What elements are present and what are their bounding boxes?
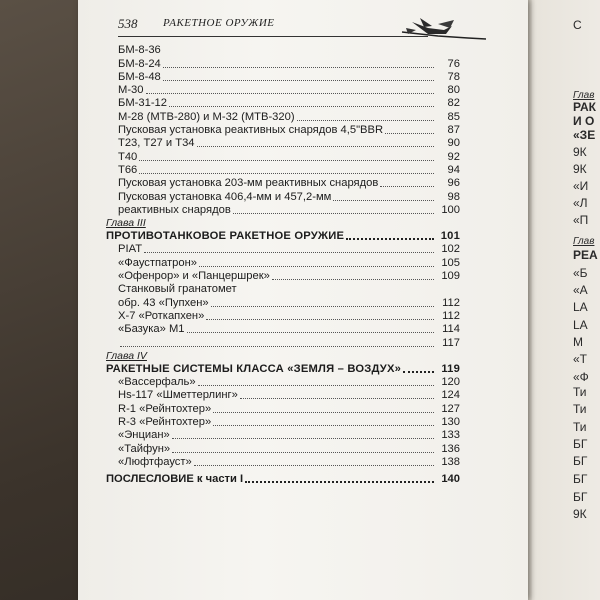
toc-entry-title: Т66 (118, 163, 138, 176)
toc-entry-page: 76 (447, 57, 460, 70)
dot-leader (297, 120, 434, 121)
toc-entry (118, 323, 460, 336)
right-page-fragment: «Л (573, 196, 588, 210)
toc-entry-page: 98 (447, 190, 460, 203)
toc-entry (118, 71, 460, 84)
right-page-fragment: БГ (573, 437, 588, 451)
dot-leader (172, 452, 434, 453)
toc-entry-page: 140 (441, 473, 460, 486)
toc-entry (118, 429, 460, 442)
toc-entry (118, 164, 460, 177)
running-title: РАКЕТНОЕ ОРУЖИЕ (163, 17, 275, 29)
right-page-fragment: БГ (573, 490, 588, 504)
toc-entry-title: Пусковая установка 203-мм реактивных снарядов (118, 177, 379, 190)
right-page-fragment: «П (573, 213, 589, 227)
toc-entry (118, 376, 460, 389)
right-page-fragment: И О (573, 114, 595, 128)
right-page-fragment: M (573, 335, 583, 349)
dot-leader (172, 438, 434, 439)
toc-entry-page: 96 (447, 177, 460, 190)
right-page (525, 0, 600, 600)
toc-entry-title: ПОСЛЕСЛОВИЕ к части I (106, 473, 244, 486)
section-page: 119 (441, 362, 460, 375)
toc-entry (118, 243, 460, 256)
dot-leader (146, 93, 435, 94)
right-page-fragment: Глав (573, 90, 595, 101)
toc-entry-title: «Энциан» (118, 429, 170, 442)
dot-leader (380, 186, 434, 187)
dot-leader (385, 133, 434, 134)
toc-entry-title: «Фаустпатрон» (118, 256, 198, 269)
toc-entry-title: Станковый гранатомет (118, 283, 237, 296)
toc-entry (118, 296, 460, 309)
dot-leader (194, 465, 434, 466)
chapter-label-4: Глава IV (106, 349, 147, 362)
afterword-entry (106, 473, 460, 486)
toc-entry-page: 109 (441, 270, 460, 283)
toc-entry-page: 82 (447, 97, 460, 110)
toc-entry-title: Пусковая установка 406,4-мм и 457,2-мм (118, 190, 332, 203)
rocket-emblem-icon (398, 14, 488, 44)
right-page-fragment: «И (573, 179, 589, 193)
toc-entry-title: Х-7 «Роткапхен» (118, 309, 205, 322)
chapter-title-3 (106, 230, 460, 243)
toc-entry-page: 112 (442, 309, 460, 322)
toc-entry-title: «Базука» М1 (118, 323, 185, 336)
right-page-fragment: «Ф (573, 370, 589, 384)
dot-leader (272, 279, 434, 280)
toc-entry (118, 57, 460, 70)
dot-leader (245, 481, 434, 483)
toc-entry-title: Hs-117 «Шметтерлинг» (118, 389, 238, 402)
section-page: 101 (440, 230, 460, 243)
toc-entry-title: БМ-8-36 (118, 44, 161, 57)
right-page-fragment: Ти (573, 402, 587, 416)
toc-entry-title: «Офенрор» и «Панцершрек» (118, 270, 270, 283)
toc-entry (118, 389, 460, 402)
page-number: 538 (118, 16, 138, 31)
right-page-fragment: БГ (573, 454, 588, 468)
dot-leader (163, 80, 434, 81)
right-page-fragment: РЕА (573, 248, 598, 262)
toc-entry (118, 310, 460, 323)
toc-entry (118, 416, 460, 429)
dot-leader (139, 173, 434, 174)
right-page-fragment: БГ (573, 472, 588, 486)
toc-entry (118, 97, 460, 110)
toc-entry-page: 124 (441, 389, 460, 402)
toc-entry (118, 137, 460, 150)
toc-entry-page: 105 (441, 256, 460, 269)
toc-entry (118, 150, 460, 163)
toc-entry-title: Т23, Т27 и Т34 (118, 137, 195, 150)
dot-leader (206, 319, 434, 320)
toc-entry-page: 87 (447, 124, 460, 137)
toc-entry-title: «Люфтфауст» (118, 455, 192, 468)
toc-entry-title: «Тайфун» (118, 442, 171, 455)
toc-entry (118, 402, 460, 415)
dot-leader (403, 371, 434, 373)
toc-entry (118, 124, 460, 137)
toc-entry (118, 177, 460, 190)
right-page-fragment: «Т (573, 352, 588, 366)
right-page-fragment: «А (573, 283, 588, 297)
toc-entry (118, 204, 460, 217)
right-page-fragment: 9К (573, 162, 587, 176)
toc-entry-title: реактивных снарядов (118, 203, 231, 216)
dot-leader (213, 412, 434, 413)
dot-leader (198, 385, 434, 386)
toc-entry (118, 256, 460, 269)
right-page-fragment: Глав (573, 236, 595, 247)
section-title: РАКЕТНЫЕ СИСТЕМЫ КЛАССА «ЗЕМЛЯ – ВОЗДУХ» (106, 362, 402, 375)
dot-leader (233, 213, 434, 214)
toc-entry-title: PIAT (118, 243, 143, 256)
toc-entry (118, 84, 460, 97)
toc-entry-page: 117 (442, 336, 460, 349)
dot-leader (144, 252, 434, 253)
section-title: ПРОТИВОТАНКОВОЕ РАКЕТНОЕ ОРУЖИЕ (106, 230, 345, 243)
right-page-fragment: «Б (573, 266, 588, 280)
dot-leader (346, 238, 434, 240)
toc-entry-title: «Вассерфаль» (118, 376, 196, 389)
dot-leader (199, 266, 434, 267)
toc-entry-title: R-1 «Рейнтохтер» (118, 402, 212, 415)
dot-leader (139, 160, 434, 161)
toc-entry (118, 456, 460, 469)
dot-leader (169, 106, 434, 107)
toc-entry-page: 114 (442, 323, 460, 336)
toc-entry (118, 190, 460, 203)
toc-entry-page: 94 (447, 163, 460, 176)
toc-entry-title: Пусковая установка реактивных снарядов 4,5"BBR (118, 124, 384, 137)
toc-entry-page: 102 (441, 243, 460, 256)
toc-entry-page: 85 (447, 110, 460, 123)
toc-entry (118, 283, 460, 296)
toc-entry-page: 112 (442, 296, 460, 309)
right-page-fragment: 9К (573, 507, 587, 521)
toc-entry-title: R-3 «Рейнтохтер» (118, 416, 212, 429)
toc-entry-title: БМ-31-12 (118, 97, 167, 110)
toc-entry-title: БМ-8-24 (118, 57, 161, 70)
dot-leader (187, 332, 435, 333)
toc-entry-title: обр. 43 «Пупхен» (118, 296, 209, 309)
header-rule (118, 36, 428, 37)
toc-entry-title: БМ-8-48 (118, 70, 161, 83)
dot-leader (163, 67, 434, 68)
right-page-fragment: Ти (573, 420, 587, 434)
toc-entry-title: М-30 (118, 84, 144, 97)
toc-entry-page: 127 (441, 402, 460, 415)
toc-entry (118, 442, 460, 455)
toc-entry-page: 92 (447, 150, 460, 163)
right-page-fragment: Ти (573, 385, 587, 399)
table-of-contents (106, 44, 460, 486)
right-page-fragment: «ЗЕ (573, 128, 596, 142)
toc-entry (118, 270, 460, 283)
toc-entry-page: 100 (441, 203, 460, 216)
toc-entry (118, 110, 460, 123)
chapter-title-4 (106, 363, 460, 376)
right-page-fragment: LA (573, 300, 588, 314)
toc-entry-title: Т40 (118, 150, 138, 163)
toc-entry (118, 44, 460, 57)
toc-entry-page: 120 (441, 376, 460, 389)
toc-entry-page: 80 (447, 84, 460, 97)
dot-leader (211, 306, 434, 307)
dot-leader (240, 398, 434, 399)
toc-entry-page: 90 (447, 137, 460, 150)
toc-entry-title: М-28 (МТВ-280) и М-32 (МТВ-320) (118, 110, 295, 123)
toc-entry-page: 130 (441, 416, 460, 429)
toc-entry-page: 78 (447, 70, 460, 83)
right-page-fragment: РАК (573, 100, 596, 114)
dot-leader (213, 425, 434, 426)
right-page-fragment: С (573, 18, 582, 32)
chapter-label-3: Глава III (106, 216, 146, 229)
right-page-fragment: 9К (573, 145, 587, 159)
page-header (118, 14, 518, 40)
toc-entry-page: 133 (441, 429, 460, 442)
toc-entry-page: 138 (441, 455, 460, 468)
dot-leader (197, 146, 434, 147)
dot-leader (333, 200, 434, 201)
dot-leader (120, 346, 434, 347)
toc-entry (118, 336, 460, 349)
toc-entry-page: 136 (441, 442, 460, 455)
right-page-fragment: LA (573, 318, 588, 332)
